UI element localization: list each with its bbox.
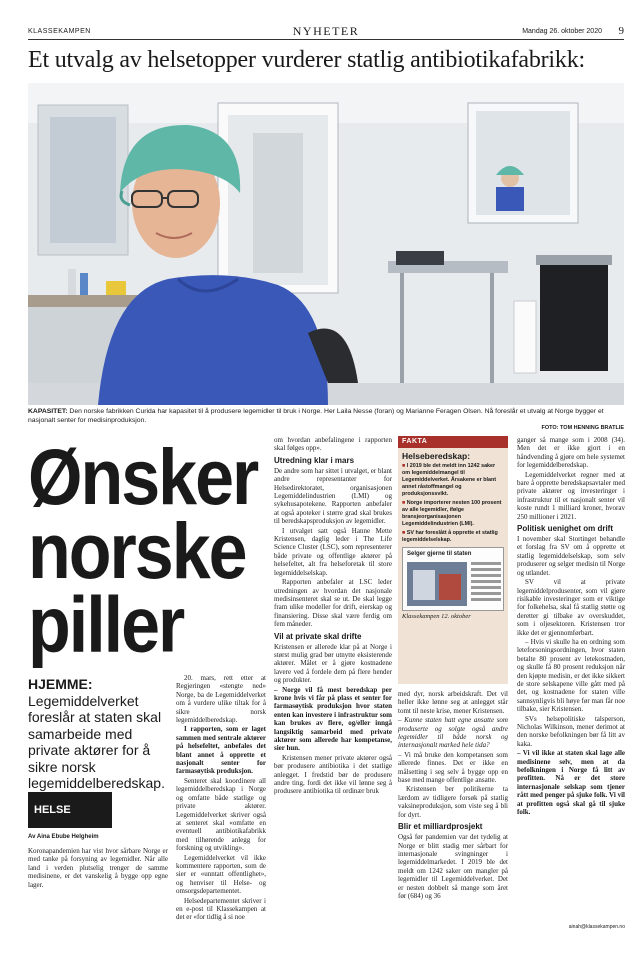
article-photo bbox=[28, 83, 624, 405]
paragraph: Rapporten anbefaler at LSC leder utredningen av hvordan det nasjonale medisinsenteret skal se ut. De skal legge fram ulike modeller for drift, eierskap og finansiering. Disse skal være ferdig om fem måneder. bbox=[274, 578, 392, 629]
headline-line: norske bbox=[28, 507, 246, 595]
paragraph: Senteret skal koordinere all legemiddelberedskap i Norge og omfatte både statlige og private aktører. Legemiddelverket skriver også at senteret skal «omfatte en eventuell antibiotikafabrikk med tilhørende anlegg for forskning og utvikling». bbox=[176, 776, 266, 853]
bullet-icon: ■ bbox=[402, 530, 407, 536]
paragraph-italic: – Kunne staten hatt egne ansatte som produserte og solgte også andre legemidler til både norsk og internasjonalt marked hele tida? bbox=[398, 716, 508, 750]
clipping-headline: Selger gjerne til staten bbox=[407, 551, 472, 557]
newspaper-name: KLASSEKAMPEN bbox=[28, 28, 91, 35]
paragraph: ganger så mange som i 2008 (34). Men det er ikke gjort i en håndvending å gjøre om hele systemet for legemiddelberedskap. bbox=[517, 436, 625, 470]
section-name: NYHETER bbox=[292, 24, 360, 38]
fakta-title: Helseberedskap: bbox=[402, 451, 471, 461]
paragraph-bold: – Norge vil få mest beredskap per krone hvis vi får på plass et senter for farmasøytisk produksjon hvor staten enten kan investere i infrastruktur som kan brukes av flere, og/eller inngå langsiktig samarbeid med private aktører som allerede har kompetanse, sier hun. bbox=[274, 685, 392, 753]
photo-credit: FOTO: TOM HENNING BRATLIE bbox=[541, 425, 624, 431]
caption-label: KAPASITET: bbox=[28, 408, 68, 415]
paragraph: SVs helsepolitiske talsperson, Nicholas Wilkinson, mener derimot at den norske befolkningen bør få litt av kaka. bbox=[517, 714, 625, 748]
subheading: Vil at private skal drifte bbox=[274, 631, 362, 641]
paragraph-bold: I rapporten, som er laget sammen med sentrale aktører på helsefeltet, anbefales det blant annet å opprette et nasjonalt senter for farmasøytisk produksjon. bbox=[176, 725, 266, 776]
bullet-icon: ■ bbox=[402, 463, 407, 469]
byline: Av Aina Ebube Helgheim bbox=[28, 834, 99, 840]
subheading: Utredning klar i mars bbox=[274, 455, 355, 465]
paragraph: Helsedepartementet skriver i en e-post til Klassekampen at det er «for tidlig å si noe bbox=[176, 896, 266, 922]
paragraph: Legemiddelverket regner med at bare å opprette beredskapsavtaler med private aktører og investeringer i infrastruktur til et nasjonalt senter vil koste rundt 1 milliard kroner, hvorav 250 millioner i 2021. bbox=[517, 470, 625, 521]
kicker-headline: Et utvalg av helsetopper vurderer statlig antibiotikafabrikk: bbox=[28, 47, 585, 73]
paragraph: om hvordan anbefalingene i rapporten skal følges opp». bbox=[274, 436, 392, 453]
paragraph: De andre som har sittet i utvalget, er blant andre representanter for Helsedirektoratet, organisasjonen Legemiddelindustrien (LMI) og sykehusapotekene. Rapporten anbefaler at også apoteker i større grad skal brukes til beredskapsproduksjon av legemidler. bbox=[274, 466, 392, 526]
headline-line: Ønsker bbox=[28, 433, 258, 521]
paragraph: Kristensen ber politikerne ta lærdom av tidligere forsøk på statlig vaksineproduksjon, som viste seg å bli for dyrt. bbox=[398, 785, 508, 819]
fakta-list bbox=[398, 463, 508, 544]
paragraph: Kristensen er allerede klar på at Norge i størst mulig grad bør utnytte eksisterende aktører. Målet er å gjøre kostnadene lavere ved å fordele dem på flere hender og produkter. bbox=[274, 642, 392, 685]
fakta-box bbox=[398, 436, 508, 684]
paragraph: SV vil at private legemiddelprodusenter, som vil gjøre risikable investeringer som er viktige for folkehelsa, skal få statlig støtte og deretter gi tilbake av overskuddet, som i oljesektoren. Kristensen tror ikke det er gjennomførbart. bbox=[517, 578, 625, 637]
page-header bbox=[28, 24, 624, 40]
section-tag: HELSE bbox=[28, 792, 112, 828]
article-lead-text bbox=[28, 847, 168, 890]
bullet-icon: ■ bbox=[402, 500, 407, 506]
paragraph: 20. mars, rett etter at Regjeringen «stengte ned» Norge, ba de Legemiddelverket om å vurdere ulike tiltak for å sikre norsk legemiddelberedskap. bbox=[176, 674, 266, 725]
paragraph: – Hvis vi skulle ha en ordning som leteforsoningsordningen, hvor staten betalte 80 prosent av letekostnaden, og skulle få 80 prosent reduksjon når den kjøpte medisin, er det ikke sikkert de store selskapene ville gått med på det, og kostnadene for staten ville sannsynligvis bli høye før man får noe tilbake, sier Kristensen. bbox=[517, 637, 625, 714]
ingress-text: Legemiddelverket foreslår at staten skal samarbeide med private aktører for å sikre norsk legemiddelberedskap. bbox=[28, 692, 165, 791]
fakta-item-text: I 2019 ble det meldt inn 1242 saker om legemiddelmangel til Legemiddelverket. Årsakene er blant annet råstoffmangel og produksjonssvikt. bbox=[402, 463, 497, 497]
article-column-4 bbox=[398, 690, 508, 901]
article-column-5 bbox=[517, 436, 625, 817]
subheading: Politisk uenighet om drift bbox=[517, 524, 614, 534]
author-email: ainah@klassekampen.no bbox=[568, 924, 625, 930]
paragraph: Også før pandemien var det tydelig at Norge er blitt stadig mer sårbart for internasjonale svingninger i legemiddelmarkedet. I 2019 ble det meldt om 1242 saker om mangler på legemidler til Legemiddelverket. Det er nesten dobbelt så mange som året før (684) og 36 bbox=[398, 833, 508, 900]
fakta-item-text: SV har foreslått å opprette et statlig legemiddelselskap. bbox=[402, 530, 498, 543]
newspaper-clipping-thumbnail bbox=[402, 547, 504, 611]
ingress bbox=[28, 676, 168, 792]
article-column-2 bbox=[176, 674, 266, 923]
paragraph: Kristensen mener private aktører også bør produsere antibiotika i det statlige anlegget. I fredstid bør de produsere andre ting, fordi det ikke vil lønne seg å produsere antibiotika til ordinær bruk bbox=[274, 753, 392, 796]
ingress-label: HJEMME: bbox=[28, 676, 93, 692]
paragraph: I november skal Stortinget behandle et forslag fra SV om å opprette et statlig legemiddelselskap, som selv produserer og selger medisin til Norge og utlandet. bbox=[517, 535, 625, 577]
fakta-label: FAKTA bbox=[398, 436, 508, 448]
list-item bbox=[402, 463, 504, 498]
main-headline bbox=[28, 433, 268, 669]
paragraph: Koronapandemien har vist hvor sårbare Norge er med tanke på forsyning av legemidler. Når alle land i verden plutselig trenger de samme medisinene, er det vanskelig å bygge opp egne lager. bbox=[28, 847, 168, 889]
headline-line: piller bbox=[28, 581, 184, 669]
paragraph: Legemiddelverket vil ikke kommentere rapporten, som de sier er «unntatt offentlighet», og henviser til Helse- og omsorgsdepartementet. bbox=[176, 853, 266, 896]
paragraph-bold: – Vi vil ikke at staten skal lage alle medisinene selv, men at da befolkningen i Norge få litt av profitten. Nå er det store internasjonale selskap som tjener rått med penger på sjuke folk. Vi vil at profitten også skal gå til sjuke folk. bbox=[517, 749, 625, 817]
photo-caption bbox=[28, 407, 624, 425]
fakta-item-text: Norge importerer nesten 100 prosent av alle legemidler, ifølge bransjeorganisasjonen Legemiddelindustrien (LMI). bbox=[402, 500, 502, 527]
list-item bbox=[402, 500, 504, 528]
clipping-label: Klassekampen 12. oktober bbox=[402, 613, 471, 620]
subheading: Blir et milliardprosjekt bbox=[398, 822, 483, 832]
list-item bbox=[402, 530, 504, 544]
issue-date: Mandag 26. oktober 2020 bbox=[522, 28, 602, 35]
page-number: 9 bbox=[618, 25, 624, 37]
paragraph: – Vi må bruke den kompetansen som allerede finnes. Det er ikke en målsetting i seg selv å bygge opp en base med mange offentlige ansatte. bbox=[398, 750, 508, 785]
caption-text: Den norske fabrikken Curida har kapasitet til å produsere legemidler til bruk i Norge. Her Laila Nesse (foran) og Marianne Feragen Olsen. Nå foreslår et utvalg at Norge bygger et nasjonalt senter for medisinproduksjon. bbox=[28, 408, 604, 424]
paragraph: med dyr, norsk arbeidskraft. Det vil heller ikke lønne seg at anlegget står tomt til neste krise, mener Kristensen. bbox=[398, 690, 508, 715]
paragraph: I utvalget satt også Hanne Mette Kristensen, daglig leder i The Life Science Cluster (LSC), som representerer både private og offentlige aktører på helsefeltet, alt fra helseforetak til store legemiddelselskap. bbox=[274, 526, 392, 577]
article-column-3 bbox=[274, 436, 392, 797]
